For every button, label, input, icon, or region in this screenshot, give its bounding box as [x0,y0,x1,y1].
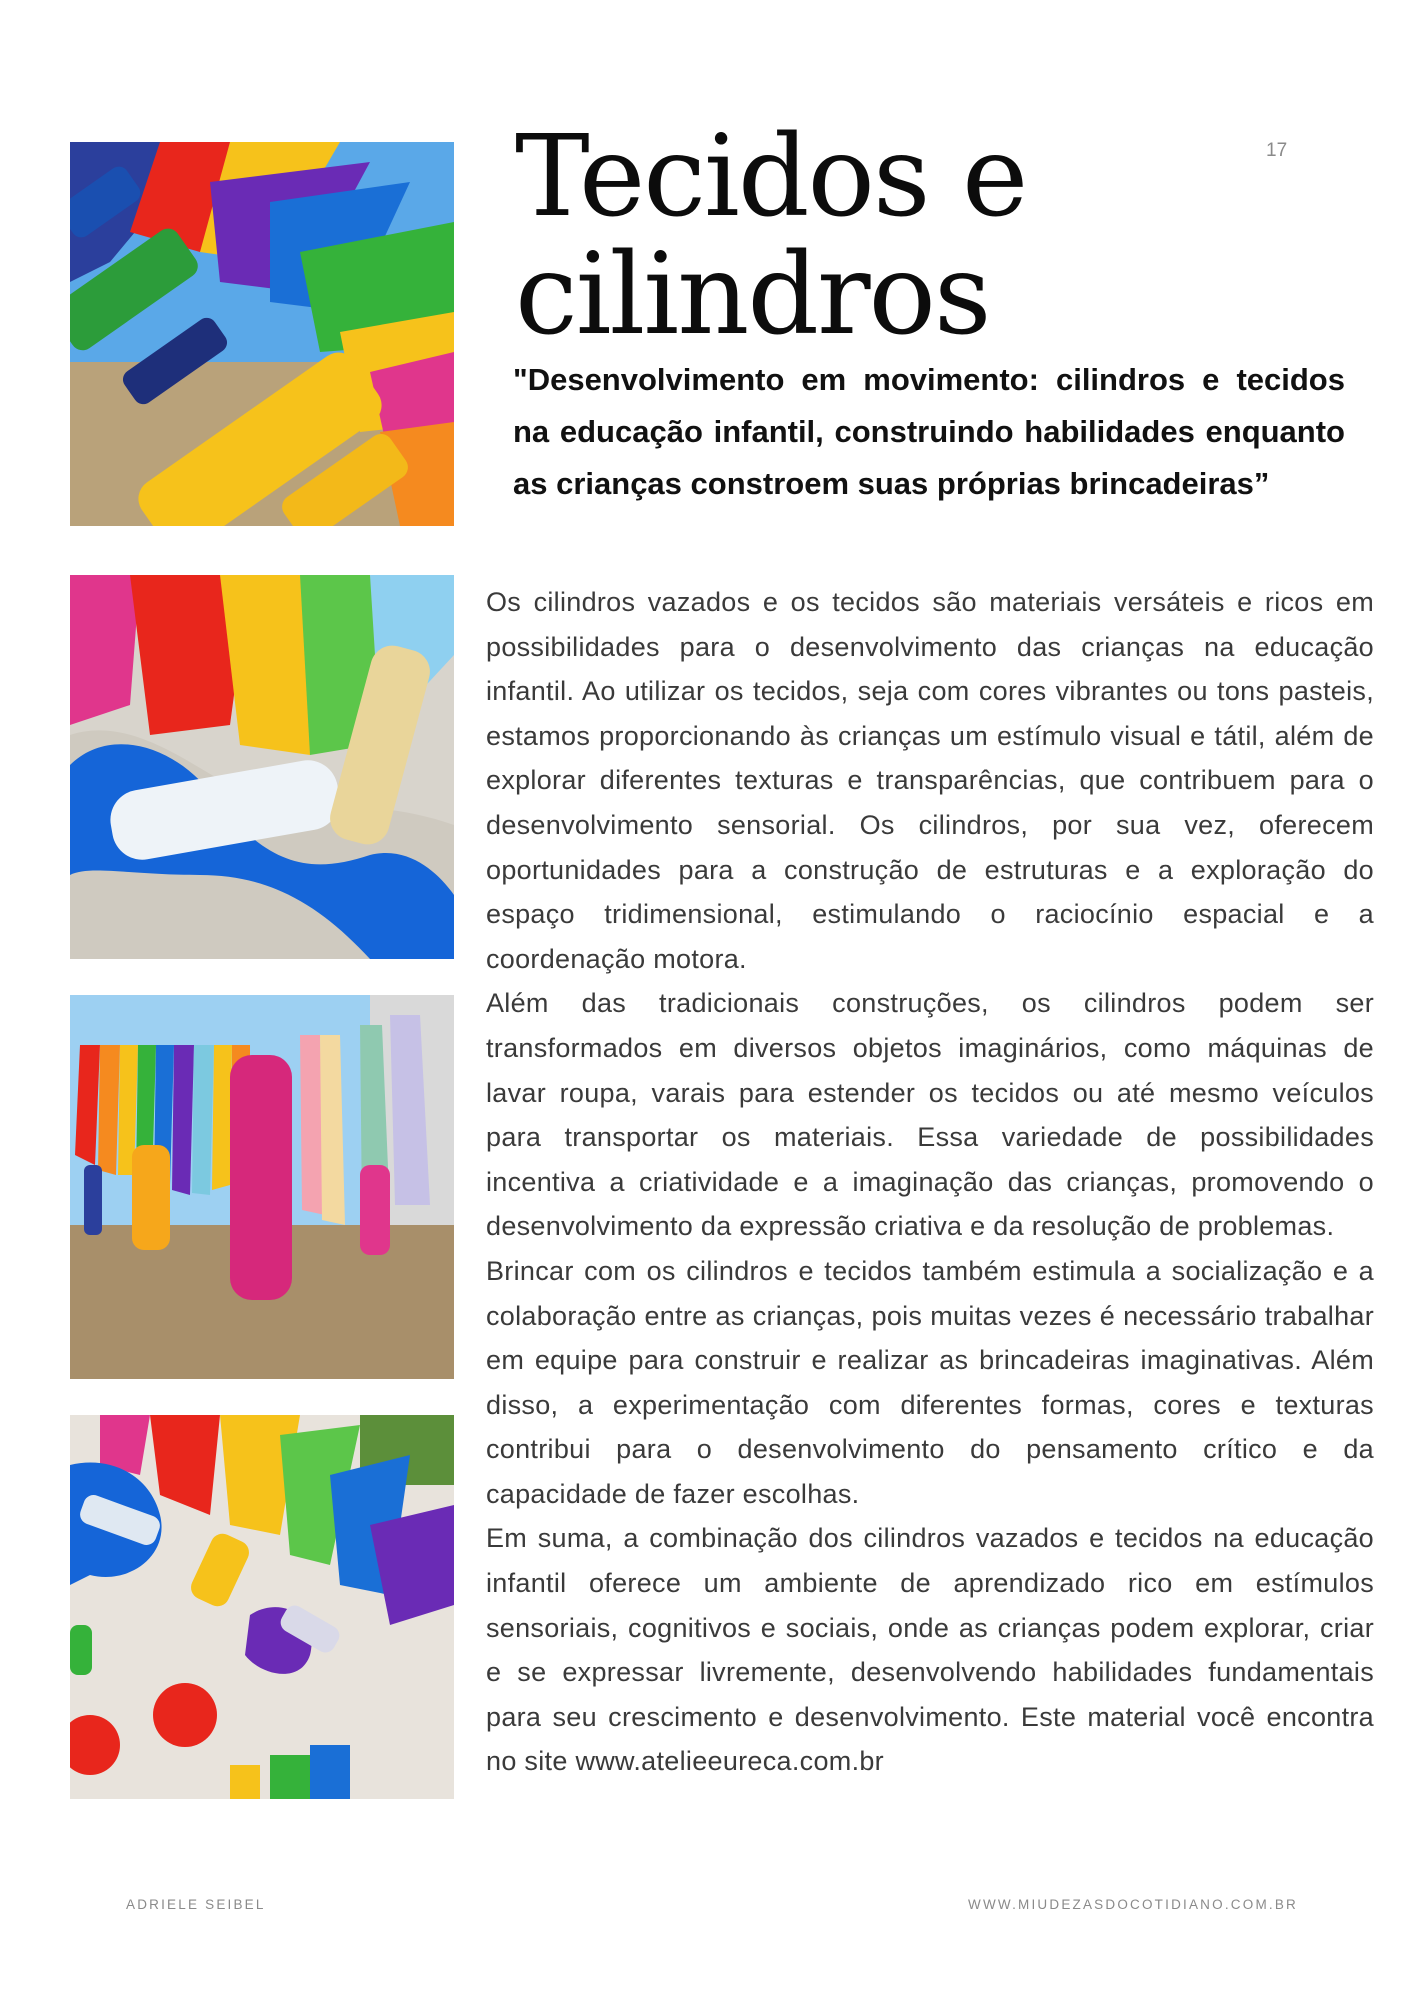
footer-website: WWW.MIUDEZASDOCOTIDIANO.COM.BR [968,1897,1298,1912]
body-text [486,580,1374,1784]
photo-fabrics-and-cylinders-4 [70,1415,454,1799]
page-number: 17 [1266,140,1288,161]
paragraph: Os cilindros vazados e os tecidos são materiais versáteis e ricos em possibilidades para o desenvolvimento das crianças na educação infantil. Ao utilizar os tecidos, seja com cores vibrantes ou tons pasteis, estamos proporcionando às crianças um estímulo visual e tátil, além de explorar diferentes texturas e transparências, que contribuem para o desenvolvimento sensorial. Os cilindros, por sua vez, oferecem oportunidades para a construção de estruturas e a exploração do espaço tridimensional, estimulando o raciocínio espacial e a coordenação motora. [486,587,1374,974]
paragraph: Brincar com os cilindros e tecidos também estimula a socialização e a colaboração entre as crianças, pois muitas vezes é necessário trabalhar em equipe para construir e realizar as brincadeiras imaginativas. Além disso, a experimentação com diferentes formas, cores e texturas contribui para o desenvolvimento do pensamento crítico e da capacidade de fazer escolhas. [486,1255,1374,1509]
photo-fabrics-and-cylinders-3 [70,995,454,1379]
photo-illustration [70,995,454,1379]
paragraph: Em suma, a combinação dos cilindros vazados e tecidos na educação infantil oferece um ambiente de aprendizado rico em estímulos sensoriais, cognitivos e sociais, onde as crianças podem explorar, criar e se expressar livremente, desenvolvendo habilidades fundamentais para seu crescimento e desenvolvimento. Este material você encontra no site www.atelieeureca.com.br [486,1523,1374,1777]
photo-illustration [70,575,454,959]
photo-fabrics-and-cylinders-2 [70,575,454,959]
photo-illustration [70,1415,454,1799]
paragraph: Além das tradicionais construções, os cilindros podem ser transformados em diversos objetos imaginários, como máquinas de lavar roupa, varais para estender os tecidos ou até mesmo veículos para transportar os materiais. Essa variedade de possibilidades incentiva a criatividade e a imaginação das crianças, promovendo o desenvolvimento da expressão criativa e da resolução de problemas. [486,988,1374,1242]
photo-illustration [70,142,454,526]
footer-author: ADRIELE SEIBEL [126,1897,266,1912]
photo-fabrics-and-cylinders-1 [70,142,454,526]
page-title: Tecidos e cilindros [515,112,1027,360]
subtitle-quote: "Desenvolvimento em movimento: cilindros e tecidos na educação infantil, construindo habilidades enquanto as crianças constroem suas próprias brincadeiras” [513,362,1345,501]
